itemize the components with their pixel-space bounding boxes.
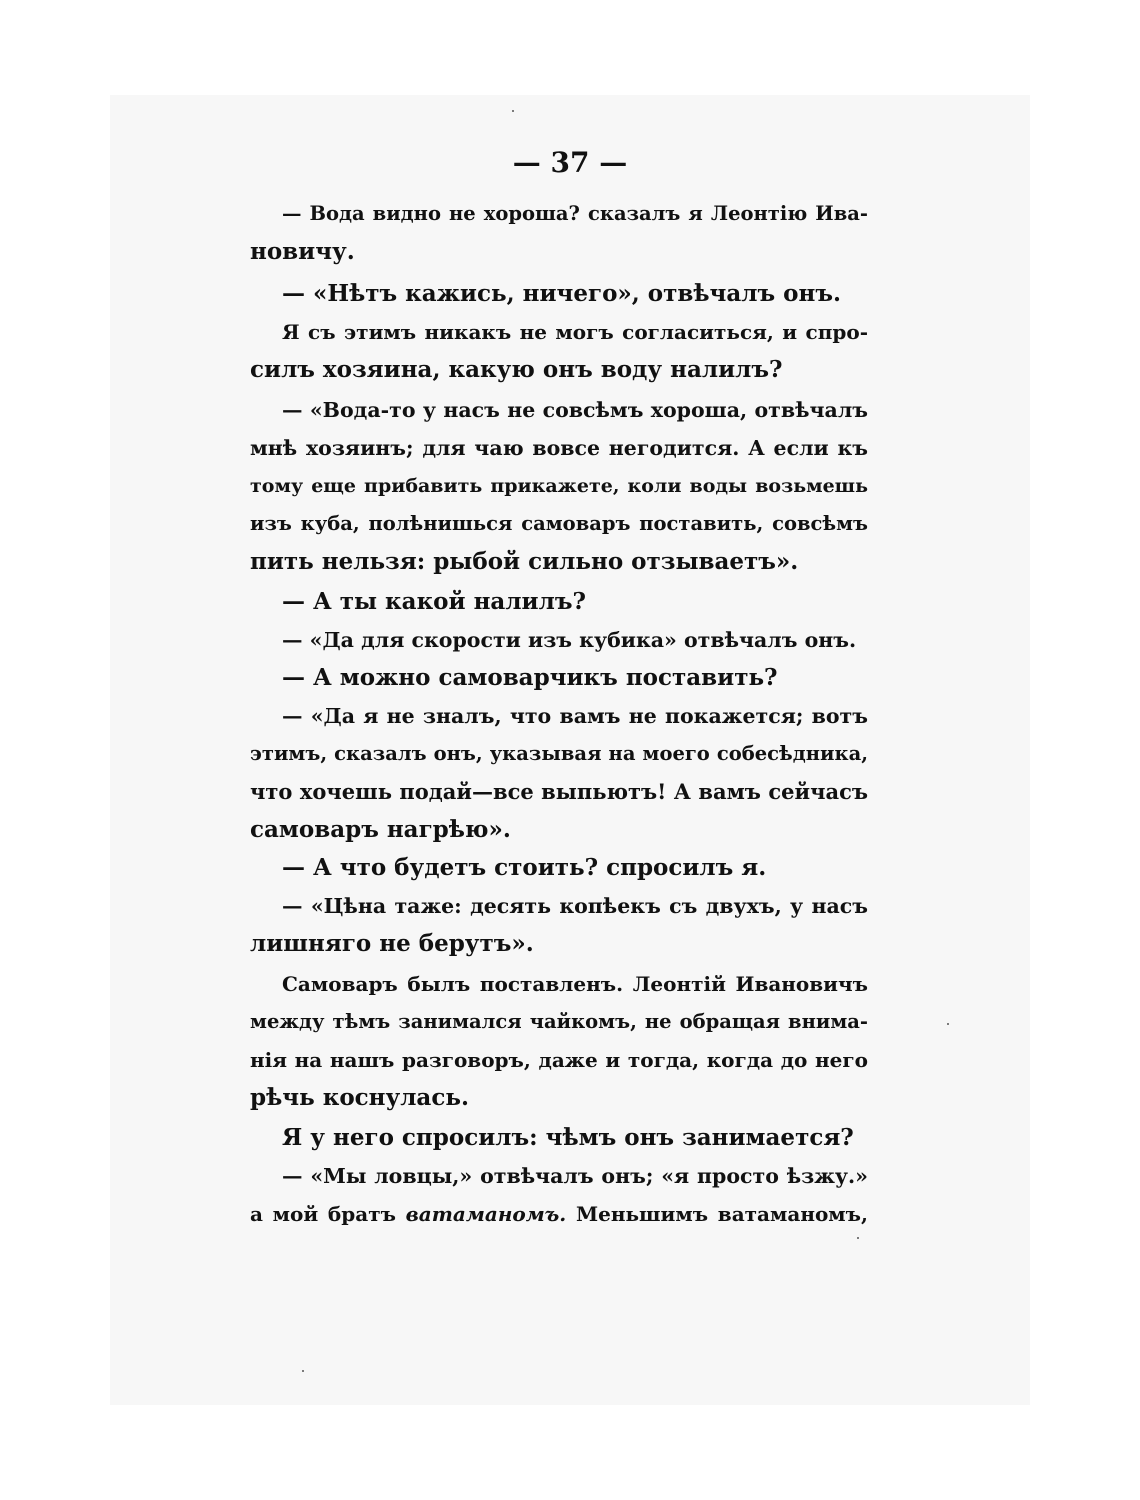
text-line: лишняго не берутъ».: [250, 930, 534, 957]
text-line: изъ куба, полѣнишься самоваръ поставить, совсѣмъ: [250, 512, 868, 535]
text-line: — А можно самоварчикъ поставить?: [282, 664, 778, 691]
text-line: — «Вода-то у насъ не совсѣмъ хороша, отвѣчалъ: [282, 398, 868, 422]
scan-speck: [302, 1370, 304, 1372]
text-line: — «Цѣна таже: десять копѣекъ съ двухъ, у насъ: [282, 894, 868, 918]
text-line: рѣчь коснулась.: [250, 1084, 469, 1111]
text-run: Меньшимъ ватаманомъ,: [566, 1202, 868, 1226]
text-line: между тѣмъ занимался чайкомъ, не обращая внима-: [250, 1010, 868, 1033]
text-line: — «Да для скорости изъ кубика» отвѣчалъ онъ.: [282, 628, 857, 652]
page-number: — 37 —: [512, 146, 628, 179]
text-line: силъ хозяина, какую онъ воду налилъ?: [250, 356, 783, 383]
text-line: — А ты какой налилъ?: [282, 588, 586, 615]
text-line-last: [250, 1195, 868, 1233]
italic-term: ватаманомъ.: [405, 1202, 567, 1226]
text-line: Я съ этимъ никакъ не могъ согласиться, и спро-: [282, 320, 868, 344]
text-run: а мой братъ: [250, 1202, 406, 1226]
text-line: — «Нѣтъ кажись, ничего», отвѣчалъ онъ.: [282, 280, 841, 307]
text-line: пить нельзя: рыбой сильно отзываетъ».: [250, 548, 799, 575]
text-line: новичу.: [250, 238, 355, 265]
scan-speck: [857, 1237, 859, 1239]
text-line: Я у него спросилъ: чѣмъ онъ занимается?: [282, 1124, 854, 1151]
text-line: мнѣ хозяинъ; для чаю вовсе негодится. А если къ: [250, 436, 868, 460]
scan-speck: [512, 110, 514, 112]
text-line: Самоваръ былъ поставленъ. Леонтій Ивановичъ: [282, 972, 868, 996]
text-line: тому еще прибавить прикажете, коли воды возьмешь: [250, 475, 868, 497]
text-line: этимъ, сказалъ онъ, указывая на моего собесѣдника,: [250, 742, 868, 765]
text-line: что хочешь подай—все выпьютъ! А вамъ сейчасъ: [250, 779, 868, 804]
text-line: нія на нашъ разговоръ, даже и тогда, когда до него: [250, 1048, 868, 1072]
text-line: — А что будетъ стоить? спросилъ я.: [282, 854, 767, 881]
scan-speck: [947, 1023, 949, 1025]
text-line: — «Да я не зналъ, что вамъ не покажется; вотъ: [282, 704, 868, 728]
text-line: самоваръ нагрѣю».: [250, 816, 511, 843]
text-line: — Вода видно не хороша? сказалъ я Леонтію Ива-: [282, 202, 868, 225]
text-line: — «Мы ловцы,» отвѣчалъ онъ; «я просто ѣзжу.»: [282, 1164, 868, 1188]
